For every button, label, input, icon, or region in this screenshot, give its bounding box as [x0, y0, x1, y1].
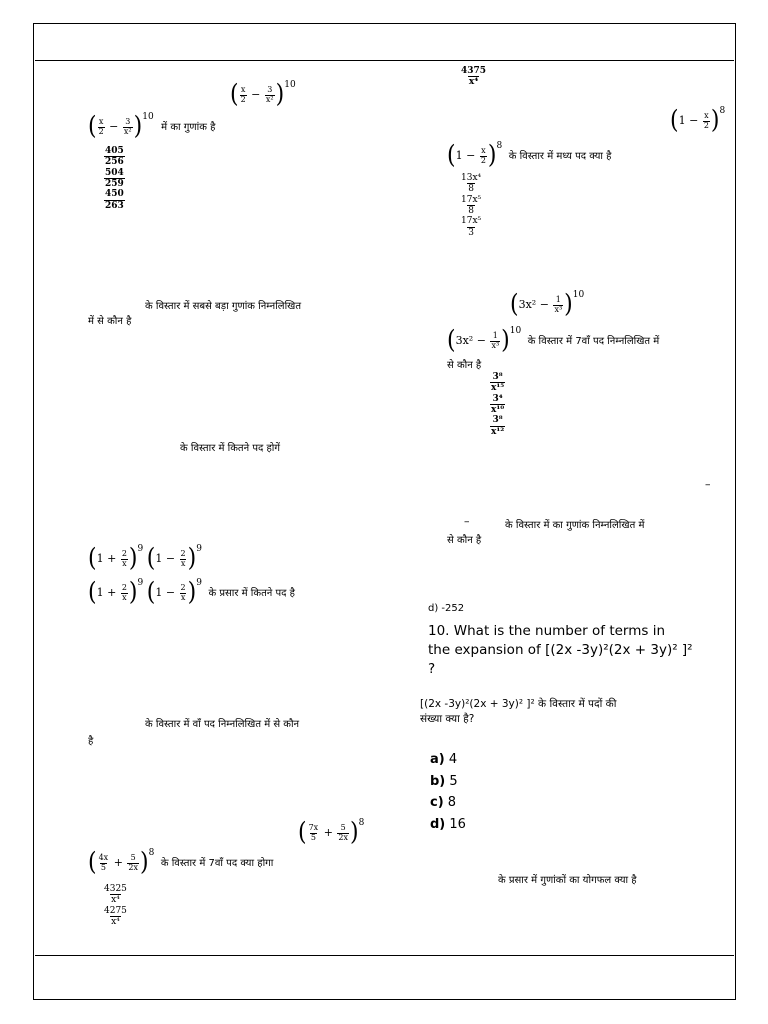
r4-options: [430, 749, 466, 835]
r1-option-a[interactable]: 13x⁴ 8: [461, 173, 482, 195]
r2-option-c[interactable]: 3⁸ x¹²: [491, 415, 505, 437]
r2-floating-expression: (3x² − $\frac{1}{\text{x³}}$ )$^{10}$: [510, 290, 585, 319]
q6-option-a[interactable]: 4325 x⁴: [104, 884, 127, 906]
r1-floating-expression: (1 − $\frac{x}{2}$ )$^8$: [670, 106, 726, 135]
r1-option-c[interactable]: 17x⁵ 3: [461, 216, 482, 238]
r5-text: के प्रसार में गुणांकों का योगफल क्या है: [498, 875, 637, 886]
q1-question: ( $\frac{x}{2}$ − $\frac{3}{\text{x²}}$ )$^{10}$ में का गुणांक है: [88, 112, 216, 141]
q2-line2: में से कौन है: [88, 316, 132, 327]
r1-top-fraction: 4375 x⁴: [461, 66, 487, 88]
r2-options: [490, 372, 505, 437]
r4-option-c[interactable]: c) 8: [430, 795, 457, 810]
q1-option-b[interactable]: 504 259: [105, 167, 124, 190]
q1-options: [104, 146, 125, 211]
q6-hindi-text: के विस्तार में 7वाँ पद क्या होगा: [160, 858, 274, 869]
r4-option-d[interactable]: d) 16: [430, 816, 466, 832]
r2-question: (3x² − $\frac{1}{\text{x³}}$ )$^{10}$ के विस्तार में 7वाँ पद निम्नलिखित में: [447, 326, 660, 355]
r4-option-b[interactable]: b) 5: [430, 773, 458, 789]
q1-hindi-text: में का गुणांक है: [161, 122, 216, 133]
r1-hindi-text: के विस्तार में मध्य पद क्या है: [508, 151, 612, 162]
q6-question: ( $\frac{4x}{5}$ + $\frac{5}{2x}$ )$^8$ के विस्तार में 7वाँ पद क्या होगा: [88, 848, 274, 877]
q5-line1: के विस्तार में वाँ पद निम्नलिखित में से कौन: [145, 719, 300, 730]
r1-option-b[interactable]: 17x⁵ 8: [461, 194, 482, 217]
q1-option-a[interactable]: 405 256: [105, 146, 124, 168]
q4-question: (1 + $\frac{2}{x}$ )$^9$ (1 − $\frac{2}{x}$ )$^9$ के प्रसार में कितने पद है: [88, 578, 295, 607]
q1-floating-expression: ( $\frac{x}{2}$ − $\frac{3}{\text{x²}}$ )$^{10}$: [230, 80, 296, 109]
r4-prev-option: d) -252: [428, 603, 465, 614]
r3-line2: से कौन है: [447, 535, 482, 546]
q1-option-c[interactable]: 450 263: [105, 189, 124, 211]
r2-option-b[interactable]: 3⁴ x¹⁰: [491, 393, 505, 416]
r1-question: (1 − $\frac{x}{2}$ )$^8$ के विस्तार में मध्य पद क्या है: [447, 141, 612, 170]
r2-hindi-line2: से कौन है: [447, 360, 482, 371]
q4-hindi-text: के प्रसार में कितने पद है: [208, 588, 295, 599]
r2-hindi-line1: के विस्तार में 7वाँ पद निम्नलिखित में: [527, 336, 660, 347]
r1-options: [461, 173, 481, 238]
r4-option-a[interactable]: a) 4: [430, 752, 458, 767]
r4-title: 10. What is the number of terms in the expansion of [(2x -3y)²(2x + 3y)² ]² ?: [428, 623, 693, 677]
q3-text: के विस्तार में कितने पद होगें: [180, 443, 281, 454]
q4-floating-expression: (1 + $\frac{2}{x}$ )$^9$ (1 − $\frac{2}{x}$ )$^9$: [88, 544, 202, 573]
r3-dash2: –: [464, 515, 470, 528]
r2-option-a[interactable]: 3⁸ x¹⁵: [491, 372, 505, 394]
r3-dash: –: [705, 478, 711, 491]
footer-rule: [35, 955, 734, 956]
q6-options: [104, 884, 127, 927]
q2-line1: के विस्तार में सबसे बड़ा गुणांक निम्नलिखित: [145, 301, 302, 312]
r3-line1: के विस्तार में का गुणांक निम्नलिखित में: [505, 520, 645, 531]
q6-option-b[interactable]: 4275 x⁴: [104, 905, 127, 928]
header-rule: [35, 60, 734, 61]
q5-line2: है: [88, 736, 94, 747]
r4-hindi: [(2x -3y)²(2x + 3y)² ]² के विस्तार में पदों की संख्या क्या है?: [420, 698, 617, 725]
q6-floating-expression: ( $\frac{7x}{5}$ + $\frac{5}{2x}$ )$^8$: [298, 818, 365, 847]
